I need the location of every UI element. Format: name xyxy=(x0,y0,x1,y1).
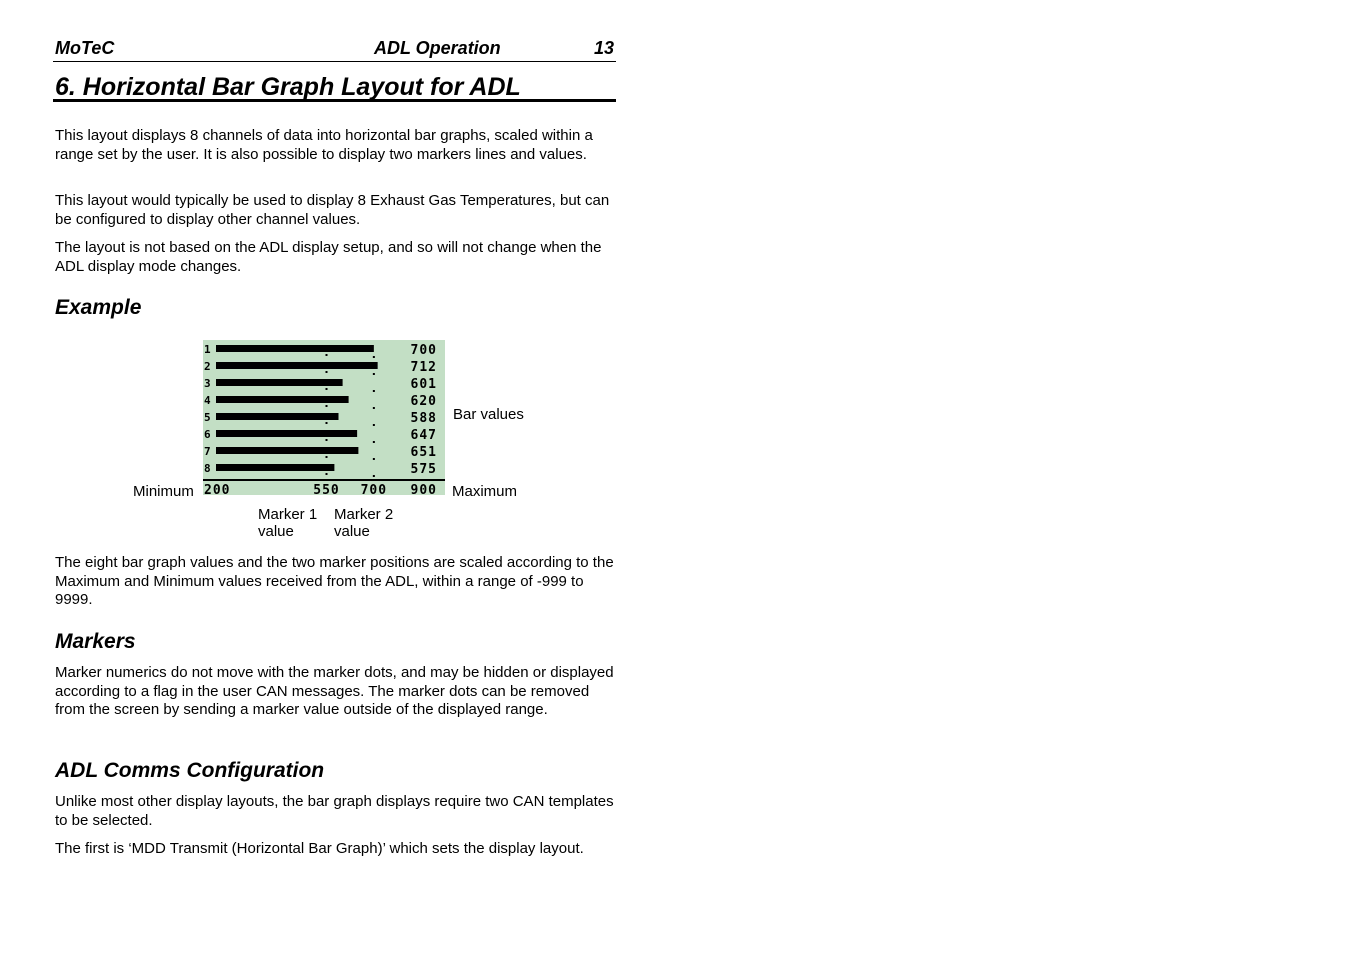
marker2-dot xyxy=(373,407,375,409)
bar xyxy=(216,430,357,437)
intro-paragraph-2: This layout would typically be used to display 8 Exhaust Gas Temperatures, but can be configured to display other channel values. xyxy=(55,192,610,228)
bar xyxy=(216,345,374,352)
comms-paragraph-2: The first is ‘MDD Transmit (Horizontal Bar Graph)’ which sets the display layout. xyxy=(55,840,584,857)
marker1-label-line1: Marker 1 xyxy=(258,506,318,523)
bar-value-label: 588 xyxy=(410,411,437,426)
marker1-dot xyxy=(326,388,328,390)
intro-paragraph-1: This layout displays 8 channels of data into horizontal bar graphs, scaled within a range set by the user. It is also possible to display two markers lines and values. xyxy=(55,127,593,163)
bar-values-label: Bar values xyxy=(453,406,524,423)
marker2-dot xyxy=(373,390,375,392)
channel-number: 2 xyxy=(204,360,211,373)
scale-label-marker1: 550 xyxy=(313,483,340,495)
bar-value-label: 712 xyxy=(410,360,437,375)
channel-number: 8 xyxy=(204,462,211,475)
marker1-label-line2: value xyxy=(258,523,294,540)
bar xyxy=(216,447,358,454)
header-page-number: 13 xyxy=(593,38,614,58)
bar xyxy=(216,396,349,403)
marker1-dot xyxy=(326,354,328,356)
bar xyxy=(216,464,334,471)
bar-value-label: 575 xyxy=(410,462,437,477)
marker2-dot xyxy=(373,458,375,460)
marker1-dot xyxy=(326,371,328,373)
markers-heading: Markers xyxy=(55,630,136,653)
bar xyxy=(216,413,338,420)
channel-number: 6 xyxy=(204,428,211,441)
header-section: ADL Operation xyxy=(374,38,501,58)
marker1-dot xyxy=(326,439,328,441)
scaling-paragraph: The eight bar graph values and the two marker positions are scaled according to the Maximum and Minimum values received from the ADL, within a range of -999 to 9999. xyxy=(55,554,614,608)
chapter-title: 6. Horizontal Bar Graph Layout for ADL xyxy=(53,72,616,102)
bar-value-label: 620 xyxy=(410,394,437,409)
marker1-label xyxy=(258,506,317,540)
scale-label-min: 200 xyxy=(204,483,231,495)
comms-heading: ADL Comms Configuration xyxy=(55,759,325,782)
marker2-dot xyxy=(373,373,375,375)
channel-number: 3 xyxy=(204,377,211,390)
header-brand: MoTeC xyxy=(55,38,115,58)
markers-paragraph: Marker numerics do not move with the marker dots, and may be hidden or displayed according to a flag in the user CAN messages. The marker dots can be removed from the screen by sending a marker value outside of the displayed range. xyxy=(55,664,614,718)
marker2-dot xyxy=(373,475,375,477)
bar-value-label: 601 xyxy=(410,377,437,392)
bar-graph-svg xyxy=(203,340,445,495)
lcd-display xyxy=(203,340,445,495)
scale-label-marker2: 700 xyxy=(360,483,388,495)
channel-number: 1 xyxy=(204,343,211,356)
channel-number: 4 xyxy=(204,394,211,407)
bar-value-label: 700 xyxy=(410,343,437,358)
maximum-label: Maximum xyxy=(452,483,518,500)
scale-label-max: 900 xyxy=(410,483,437,495)
marker1-dot xyxy=(326,422,328,424)
example-heading: Example xyxy=(55,296,142,319)
marker1-dot xyxy=(326,473,328,475)
marker2-dot xyxy=(373,356,375,358)
channel-number: 5 xyxy=(204,411,211,424)
channel-number: 7 xyxy=(204,445,211,458)
bar-value-label: 651 xyxy=(410,445,437,460)
intro-paragraph-3: The layout is not based on the ADL display setup, and so will not change when the ADL display mode changes. xyxy=(55,239,602,275)
page-header xyxy=(53,37,616,62)
bar xyxy=(216,362,378,369)
marker1-dot xyxy=(326,456,328,458)
bar-value-label: 647 xyxy=(410,428,437,443)
minimum-label: Minimum xyxy=(133,483,194,500)
bar xyxy=(216,379,343,386)
marker2-dot xyxy=(373,441,375,443)
marker2-label-line1: Marker 2 xyxy=(334,506,394,523)
marker1-dot xyxy=(326,405,328,407)
marker2-label-line2: value xyxy=(334,523,370,540)
comms-paragraph-1: Unlike most other display layouts, the bar graph displays require two CAN templates to be selected. xyxy=(55,793,614,829)
marker2-dot xyxy=(373,424,375,426)
axis-line xyxy=(203,479,445,481)
marker2-label xyxy=(334,506,393,540)
